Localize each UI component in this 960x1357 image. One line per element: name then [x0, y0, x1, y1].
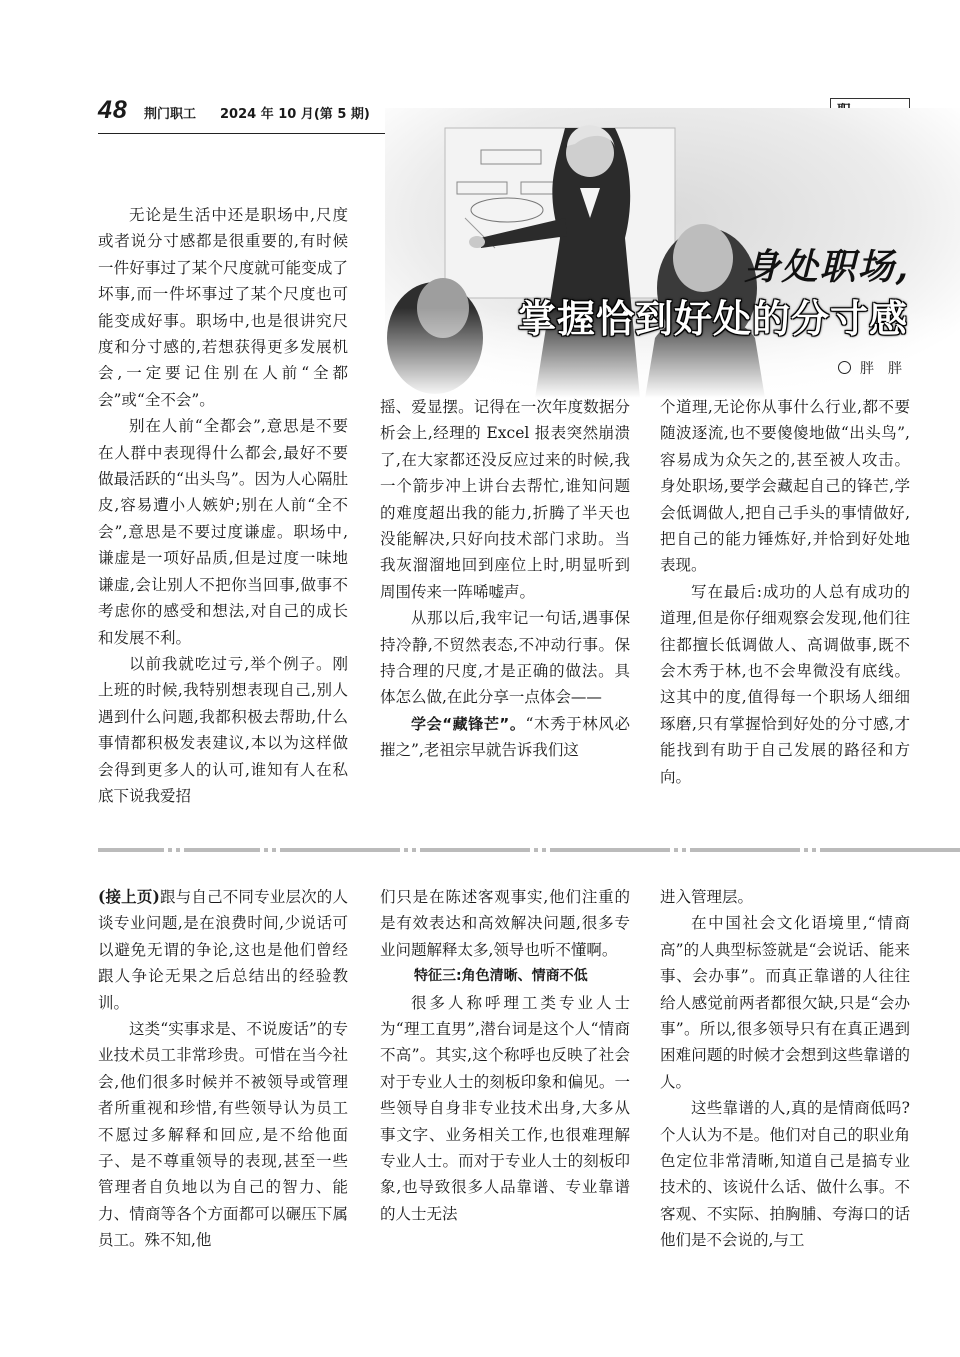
- paragraph: 个道理,无论你从事什么行业,都不要随波逐流,也不要傻傻地做“出头鸟”,容易成为众矢之的,甚至被人攻击。身处职场,要学会藏起自己的锋芒,学会低调做人,把自己手头的事情做好,把自己的能力锤炼好,并恰到好处地表现。: [660, 398, 910, 575]
- magazine-name: 荆门职工: [144, 107, 197, 122]
- page-number: 48: [98, 96, 128, 124]
- paragraph: 以前我就吃过亏,举个例子。刚上班的时候,我特别想表现自己,别人遇到什么问题,我都积极去帮助,什么事情都积极发表建议,本以为这样做会得到更多人的认可,谁知有人在私底下说我爱招: [98, 654, 348, 805]
- issue-date: 2024 年 10 月(第 5 期): [220, 107, 370, 122]
- author-name: 胖 胖: [860, 361, 902, 377]
- article-title-line2: 掌握恰到好处的分寸感: [517, 297, 908, 341]
- section-separator: [98, 846, 960, 854]
- article-column-3: [660, 394, 910, 790]
- paragraph-rest: 跟与自己不同专业层次的人谈专业问题,是在浪费时间,少说话可以避免无谓的争论,这也是他们曾经跟人争论无果之后总结出的经验教训。: [98, 888, 348, 1012]
- paragraph: 写在最后:成功的人总有成功的道理,但是你仔细观察会发现,他们往往都擅长低调做人、高调做事,既不会木秀于林,也不会卑微没有底线。这其中的度,值得每一个职场人细细琢磨,只有掌握恰到好处的分寸感,才能找到有助于自己发展的路径和方向。: [660, 582, 910, 786]
- paragraph: 无论是生活中还是职场中,尺度或者说分寸感都是很重要的,有时候一件好事过了某个尺度就可能变成了坏事,而一件坏事过了某个尺度也可能变成好事。职场中,也是很讲究尺度和分寸感的,若想获得更多发展机会,一定要记住别在人前“全都会”或“全不会”。: [98, 206, 348, 409]
- article-column-2: [380, 394, 630, 764]
- paragraph: 从那以后,我牢记一句话,遇事保持冷静,不贸然表态,不冲动行事。保持合理的尺度,才是正确的做法。具体怎么做,在此分享一点体会——: [380, 609, 630, 707]
- paragraph: [98, 884, 348, 1016]
- paragraph: 这些靠谱的人,真的是情商低吗?个人认为不是。他们对自己的职业角色定位非常清晰,知道自己是搞专业技术的、该说什么话、做什么事。不客观、不实际、拍胸脯、夸海口的话他们是不会说的,与工: [660, 1099, 910, 1250]
- paragraph-rest: “木秀于林风必摧之”,老祖宗早就告诉我们这: [380, 714, 631, 760]
- paragraph: 很多人称呼理工类专业人士为“理工直男”,潜台词是这个人“情商不高”。其实,这个称呼也反映了社会对于专业人士的刻板印象和偏见。一些领导自身非专业技术出身,大多从事文字、业务相关工作,也很难理解专业人士。而对于专业人士的刻板印象,也导致很多人品靠谱、专业靠谱的人士无法: [380, 993, 630, 1223]
- continued-column-2: [380, 884, 630, 1227]
- author-byline: [838, 358, 902, 378]
- paragraph: 这类“实事求是、不说废话”的专业技术员工非常珍贵。可惜在当今社会,他们很多时候并不被领导或管理者所重视和珍惜,有些领导认为员工不愿过多解释和回应,是不给他面子、是不尊重领导的表现,甚至一些管理者自负地以为自己的智力、能力、情商等各个方面都可以碾压下属员工。殊不知,他: [98, 1020, 348, 1250]
- continued-tag: (接上页): [98, 887, 160, 906]
- paragraph: 摇、爱显摆。记得在一次年度数据分析会上,经理的 Excel 报表突然崩溃了,在大家都还没反应过来的时候,我一个箭步冲上讲台去帮忙,谁知问题的难度超出我的能力,折腾了半天也没能解决,只好向技术部门求助。当我灰溜溜地回到座位上时,明显听到周围传来一阵唏嘘声。: [380, 398, 630, 601]
- bullet-circle-icon: [838, 361, 851, 374]
- bold-lead: 学会“藏锋芒”。: [411, 714, 526, 733]
- paragraph: 进入管理层。: [660, 888, 754, 906]
- paragraph: 别在人前“全都会”,意思是不要在人群中表现得什么都会,最好不要做最活跃的“出头鸟”。因为人心隔肚皮,容易遭小人嫉妒;别在人前“全不会”,意思是不要过度谦虚。职场中,谦虚是一项好品质,但是过度一味地谦虚,会让别人不把你当回事,做事不考虑你的感受和想法,对自己的成长和发展不利。: [98, 417, 348, 647]
- article-title-line1: 身处职场,: [743, 246, 910, 288]
- continued-column-3: [660, 884, 910, 1254]
- section-heading: 特征三:角色清晰、情商不低: [414, 968, 588, 985]
- paragraph: 们只是在陈述客观事实,他们注重的是有效表达和高效解决问题,很多专业问题解释太多,领导也听不懂啊。: [380, 888, 630, 959]
- continued-column-1: [98, 884, 348, 1254]
- paragraph: [380, 711, 630, 764]
- paragraph: 在中国社会文化语境里,“情商高”的人典型标签就是“会说话、能来事、会办事”。而真正靠谱的人往往给人感觉前两者都很欠缺,只是“会办事”。所以,很多领导只有在真正遇到困难问题的时候才会想到这些靠谱的人。: [660, 914, 910, 1091]
- article-column-1: [98, 202, 348, 809]
